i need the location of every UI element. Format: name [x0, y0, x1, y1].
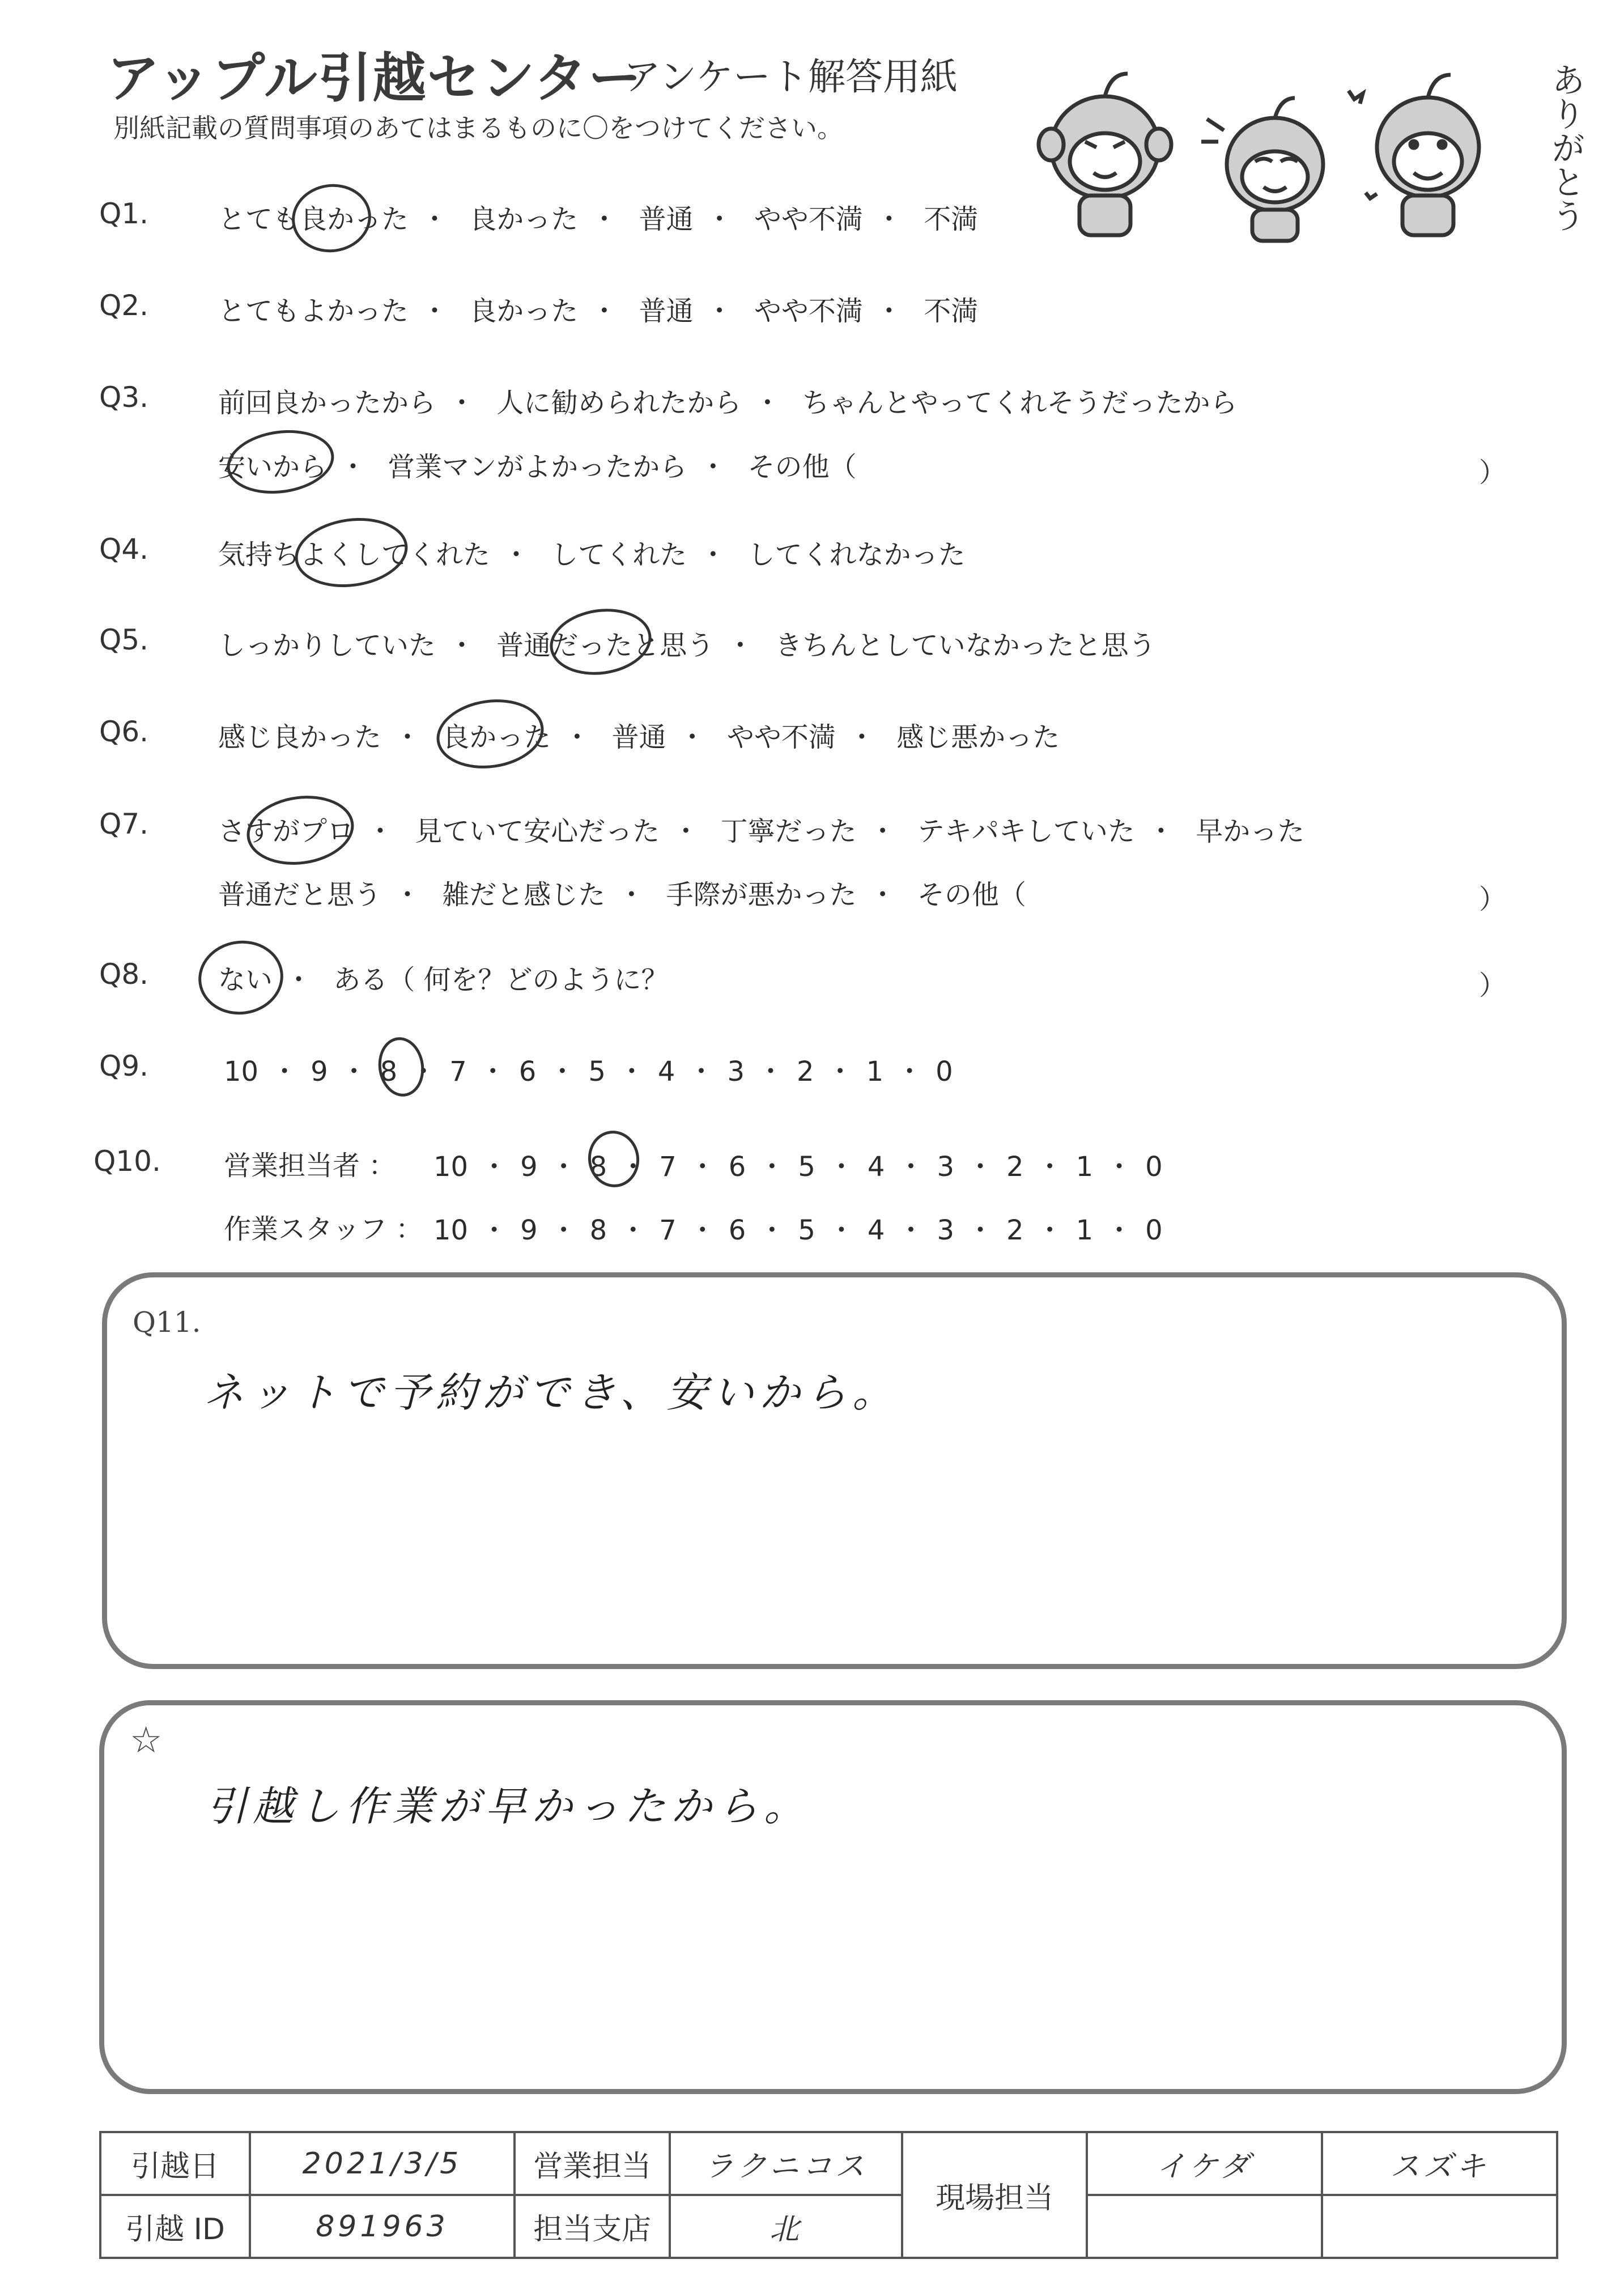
q1-opt[interactable]: 普通: [639, 203, 694, 235]
q10-staff-value-7[interactable]: 7: [659, 1215, 677, 1246]
q9-label: Q9.: [99, 1050, 149, 1082]
q9-separator: ・: [479, 1056, 507, 1088]
q3-opt[interactable]: 営業マンがよかったから: [388, 451, 687, 483]
q10-sales-scale: [433, 1145, 1163, 1184]
q6-label: Q6.: [99, 715, 149, 748]
q10-staff-value-3[interactable]: 3: [937, 1215, 955, 1246]
moving-id-value[interactable]: 891963: [250, 2195, 515, 2258]
q2-opt[interactable]: やや不満: [754, 295, 863, 327]
q10-sales-value-1[interactable]: 1: [1075, 1151, 1094, 1183]
q2-label: Q2.: [99, 289, 149, 322]
moving-id-label: 引越 ID: [100, 2195, 250, 2258]
q8-opt[interactable]: ない: [218, 964, 273, 996]
q3-opt[interactable]: ちゃんとやってくれそうだったから: [802, 387, 1238, 419]
q10-staff-separator: ・: [1036, 1215, 1064, 1246]
q10-staff-value-2[interactable]: 2: [1006, 1215, 1024, 1246]
q10-sales-separator: ・: [758, 1151, 786, 1183]
site-staff-empty-1[interactable]: [1087, 2195, 1322, 2258]
q3-opt[interactable]: 前回良かったから: [218, 387, 436, 419]
site-staff-1[interactable]: イケダ: [1087, 2132, 1322, 2195]
q7-options-line2: 普通だと思う ・ 雑だと感じた ・ 手際が悪かった ・ その他（: [218, 879, 1026, 911]
sales-value[interactable]: ラクニコス: [670, 2132, 902, 2195]
q7-opt[interactable]: 見ていて安心だった: [415, 816, 660, 847]
q10-staff-value-1[interactable]: 1: [1075, 1215, 1094, 1246]
q6-opt[interactable]: 感じ悪かった: [896, 721, 1060, 753]
q10-sales-value-3[interactable]: 3: [937, 1151, 955, 1183]
q8-opt[interactable]: ある（ 何を？どのように？: [333, 964, 669, 996]
q9-separator: ・: [271, 1056, 299, 1088]
q10-sales-value-8[interactable]: 8: [589, 1151, 607, 1183]
q10-staff-value-10[interactable]: 10: [433, 1215, 469, 1246]
form-title: アンケート解答用紙: [623, 55, 958, 99]
q6-opt[interactable]: 普通: [611, 721, 666, 753]
q9-value-1[interactable]: 1: [866, 1056, 884, 1088]
moving-date-value[interactable]: 2021/3/5: [250, 2132, 515, 2195]
q3-options-line2: 安いから ・ 営業マンがよかったから ・ その他（: [218, 451, 857, 483]
branch-value[interactable]: 北: [670, 2195, 902, 2258]
star-answer: 引越し作業が早かったから。: [206, 1782, 811, 1830]
q10-sales-separator: ・: [897, 1151, 925, 1183]
star-comment-box[interactable]: [99, 1700, 1567, 2094]
q9-separator: ・: [549, 1056, 576, 1088]
q2-options: とてもよかった ・ 良かった ・ 普通 ・ やや不満 ・ 不満: [218, 295, 979, 327]
q7-close-paren: ）: [1479, 884, 1507, 915]
q10-sales-value-4[interactable]: 4: [867, 1151, 885, 1183]
thanks-text: ありがとう: [1546, 62, 1585, 232]
q10-label: Q10.: [93, 1145, 161, 1178]
q5-opt[interactable]: しっかりしていた: [218, 630, 436, 661]
q9-value-5[interactable]: 5: [588, 1056, 606, 1088]
q10-sales-value-2[interactable]: 2: [1006, 1151, 1024, 1183]
q9-separator: ・: [896, 1056, 924, 1088]
q10-staff-scale: [433, 1208, 1163, 1247]
q10-staff-value-8[interactable]: 8: [589, 1215, 607, 1246]
q9-scale: [224, 1050, 953, 1089]
q3-answer-mark: [223, 423, 338, 500]
q7-opt[interactable]: テキパキしていた: [917, 816, 1135, 847]
q10-staff-separator: ・: [897, 1215, 925, 1246]
q6-opt[interactable]: 感じ良かった: [218, 721, 382, 753]
q7-opt[interactable]: 丁寧だった: [720, 816, 857, 847]
q5-opt[interactable]: きちんとしていなかったと思う: [775, 630, 1156, 661]
q2-opt[interactable]: 良かった: [469, 295, 579, 327]
q1-label: Q1.: [99, 197, 149, 230]
q11-answer: ネットで予約ができ、安いから。: [203, 1369, 899, 1416]
q6-opt[interactable]: 良かった: [442, 721, 551, 753]
q4-answer-mark: [291, 511, 413, 595]
q10-sales-value-5[interactable]: 5: [798, 1151, 815, 1183]
q5-label: Q5.: [99, 623, 149, 656]
q7-opt[interactable]: さすがプロ: [218, 816, 355, 847]
q11-label: Q11.: [133, 1306, 201, 1339]
q9-separator: ・: [410, 1056, 437, 1088]
q10-sales-value-0[interactable]: 0: [1145, 1151, 1163, 1183]
q9-value-0[interactable]: 0: [936, 1056, 953, 1088]
q4-options: 気持ちよくしてくれた ・ してくれた ・ してくれなかった: [218, 539, 966, 571]
q4-opt[interactable]: してくれた: [551, 539, 687, 571]
q9-value-7[interactable]: 7: [449, 1056, 467, 1088]
q11-comment-box[interactable]: [102, 1272, 1567, 1669]
q4-opt[interactable]: 気持ちよくしてくれた: [218, 539, 491, 571]
info-table: [99, 2131, 1558, 2259]
q6-opt[interactable]: やや不満: [726, 721, 836, 753]
star-icon: ☆: [130, 1719, 163, 1761]
q5-options: しっかりしていた ・ 普通だったと思う ・ きちんとしていなかったと思う: [218, 630, 1156, 661]
q1-options: とても良かった ・ 良かった ・ 普通 ・ やや不満 ・ 不満: [218, 203, 979, 235]
q3-opt[interactable]: その他（: [747, 451, 857, 483]
q9-value-9[interactable]: 9: [311, 1056, 328, 1088]
q5-opt[interactable]: 普通だったと思う: [496, 630, 715, 661]
q10-staff-value-5[interactable]: 5: [798, 1215, 815, 1246]
q10-staff-separator: ・: [619, 1215, 647, 1246]
q8-options: ない ・ ある（ 何を？どのように？: [218, 964, 669, 996]
company-name: アップル引越センター: [107, 48, 643, 109]
q10-sales-separator: ・: [688, 1151, 716, 1183]
q6-answer-mark: [432, 693, 549, 775]
q10-staff-separator: ・: [758, 1215, 786, 1246]
q9-value-6[interactable]: 6: [518, 1056, 537, 1088]
q2-opt[interactable]: とてもよかった: [218, 295, 409, 327]
q10-staff-value-6[interactable]: 6: [728, 1215, 746, 1246]
q4-opt[interactable]: してくれなかった: [747, 539, 966, 571]
q1-answer-mark: [287, 179, 375, 257]
q10-staff-value-0[interactable]: 0: [1145, 1215, 1163, 1246]
q10-sales-separator: ・: [481, 1151, 508, 1183]
q10-sales-label: 営業担当者 ：: [224, 1150, 396, 1182]
q9-separator: ・: [687, 1056, 715, 1088]
q9-value-3[interactable]: 3: [727, 1056, 745, 1088]
q10-sales-separator: ・: [1106, 1151, 1133, 1183]
q1-opt[interactable]: とても良かった: [218, 203, 409, 235]
q9-separator: ・: [340, 1056, 368, 1088]
q10-sales-value-10[interactable]: 10: [433, 1151, 469, 1183]
q9-value-4[interactable]: 4: [657, 1056, 675, 1088]
q3-opt[interactable]: 安いから: [218, 451, 328, 483]
q9-value-10[interactable]: 10: [224, 1056, 259, 1088]
q7-label: Q7.: [99, 808, 149, 840]
q10-staff-separator: ・: [481, 1215, 508, 1246]
q8-answer-mark: [194, 935, 288, 1020]
q9-separator: ・: [757, 1056, 785, 1088]
q7-answer-mark: [243, 789, 359, 871]
q10-staff-value-4[interactable]: 4: [867, 1215, 885, 1246]
q9-value-2[interactable]: 2: [797, 1056, 814, 1088]
q7-opt[interactable]: 普通だと思う: [218, 879, 382, 911]
q1-opt[interactable]: 良かった: [469, 203, 579, 235]
moving-date-label: 引越日: [100, 2132, 250, 2195]
q10-staff-separator: ・: [827, 1215, 855, 1246]
q1-opt[interactable]: やや不満: [754, 203, 863, 235]
q4-label: Q4.: [99, 533, 149, 566]
sales-label: 営業担当: [515, 2132, 670, 2195]
q2-opt[interactable]: 普通: [639, 295, 694, 327]
instruction-text: 別紙記載の質問事項のあてはまるものに〇をつけてください。: [113, 113, 843, 143]
q9-separator: ・: [618, 1056, 645, 1088]
q10-sales-separator: ・: [827, 1151, 855, 1183]
q9-value-8[interactable]: 8: [380, 1056, 398, 1088]
monkey-mascots-illustration: [1031, 51, 1541, 244]
q2-opt[interactable]: 不満: [924, 295, 979, 327]
q3-close-paren: ）: [1479, 457, 1507, 489]
site-staff-empty-2[interactable]: [1322, 2195, 1557, 2258]
q7-opt[interactable]: 早かった: [1196, 816, 1305, 847]
q10-staff-separator: ・: [550, 1215, 577, 1246]
q8-label: Q8.: [99, 958, 149, 991]
q3-opt[interactable]: 人に勧められたから: [496, 387, 742, 419]
q10-sales-value-6[interactable]: 6: [728, 1151, 746, 1183]
q7-opt[interactable]: 手際が悪かった: [666, 879, 857, 911]
q1-opt[interactable]: 不満: [924, 203, 979, 235]
q5-answer-mark: [546, 602, 656, 681]
site-staff-2[interactable]: スズキ: [1322, 2132, 1557, 2195]
q10-staff-separator: ・: [688, 1215, 716, 1246]
q10-sales-separator: ・: [967, 1151, 994, 1183]
q9-separator: ・: [826, 1056, 854, 1088]
q10-sales-separator: ・: [619, 1151, 647, 1183]
q10-staff-label: 作業スタッフ ：: [224, 1213, 423, 1245]
q10-sales-value-7[interactable]: 7: [659, 1151, 677, 1183]
q10-staff-separator: ・: [967, 1215, 994, 1246]
q10-sales-value-9[interactable]: 9: [520, 1151, 538, 1183]
q8-close-paren: ）: [1479, 970, 1507, 1001]
q3-options-line1: 前回良かったから ・ 人に勧められたから ・ ちゃんとやってくれそうだったから: [218, 387, 1238, 419]
q10-sales-separator: ・: [1036, 1151, 1064, 1183]
q7-opt[interactable]: その他（: [917, 879, 1026, 911]
q7-opt[interactable]: 雑だと感じた: [442, 879, 606, 911]
q10-staff-value-9[interactable]: 9: [520, 1215, 538, 1246]
q10-staff-separator: ・: [1106, 1215, 1133, 1246]
q7-options-line1: さすがプロ ・ 見ていて安心だった ・ 丁寧だった ・ テキパキしていた ・ 早かった: [218, 816, 1305, 847]
q3-label: Q3.: [99, 381, 149, 414]
site-label: 現場担当: [902, 2132, 1087, 2258]
branch-label: 担当支店: [515, 2195, 670, 2258]
q6-options: 感じ良かった ・ 良かった ・ 普通 ・ やや不満 ・ 感じ悪かった: [218, 721, 1060, 753]
q10-sales-separator: ・: [550, 1151, 577, 1183]
q9-answer-mark: [375, 1034, 428, 1099]
